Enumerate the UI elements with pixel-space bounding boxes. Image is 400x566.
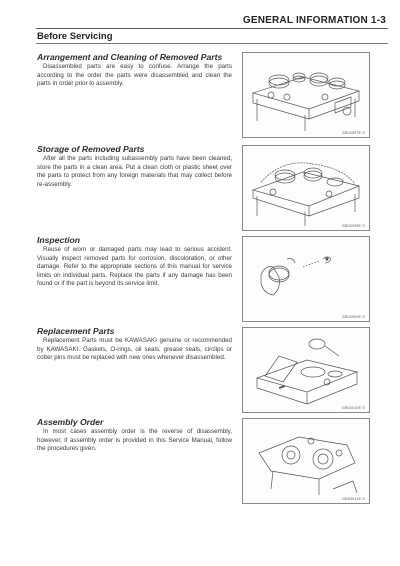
parts-tray-illustration (243, 53, 369, 137)
figure-code: GB03007E S (342, 131, 365, 135)
engine-assembly-illustration (243, 419, 369, 503)
figure-code: GB03009E S (342, 315, 365, 319)
section-replacement-parts (37, 326, 232, 363)
section-heading: Assembly Order (37, 417, 104, 427)
page-header-title: GENERAL INFORMATION 1-3 (242, 15, 386, 26)
figure-inspection (242, 236, 370, 322)
section-inspection (37, 235, 232, 289)
figure-parts-arrangement (242, 52, 370, 138)
figure-parts-storage (242, 145, 370, 231)
section-body: Disassembled parts are easy to confuse. Arrange the parts according to the order the parts were disassembled and clean the parts in order prior to assembly. (37, 63, 232, 88)
chapter-divider (36, 43, 388, 44)
figure-replacement-parts (242, 327, 370, 413)
section-body: Replacement Parts must be KAWASAKI genuine or recommended by KAWASAKI. Gaskets, O-rings, oil seals, grease seals, circlips or cotter pins must be replaced with new ones whenever disassembled. (37, 337, 232, 362)
figure-code: GB03008E S (342, 224, 365, 228)
section-body: Reuse of worn or damaged parts may lead to serious accident. Visually inspect removed parts for corrosion, discoloration, or other damage. Refer to the appropriate sections of this manual for service limits on individual parts. Replace the parts if any damage has been found or if the part is beyond its service limit. (37, 246, 232, 288)
covered-parts-illustration (243, 146, 369, 230)
section-heading: Arrangement and Cleaning of Removed Parts (37, 52, 223, 62)
header-divider (36, 28, 388, 29)
section-storage (37, 144, 232, 189)
section-heading: Inspection (37, 235, 80, 245)
figure-assembly-order (242, 418, 370, 504)
section-assembly-order (37, 417, 232, 454)
section-body: After all the parts including subassembly parts have been cleaned, store the parts in a clean area. Put a clean cloth or plastic sheet over the parts to protect from any foreign materials that may collect before re-assembly. (37, 155, 232, 188)
inspection-illustration (243, 237, 369, 321)
section-arrangement (37, 52, 232, 89)
section-heading: Storage of Removed Parts (37, 144, 145, 154)
gasket-kit-illustration (243, 328, 369, 412)
figure-code: GB03010E S (342, 406, 365, 410)
section-body: In most cases assembly order is the reverse of disassembly, however, if assembly order is provided in this Service Manual, follow the procedures given. (37, 428, 232, 453)
chapter-title: Before Servicing (37, 31, 113, 42)
figure-code: GB03011E S (342, 497, 365, 501)
section-heading: Replacement Parts (37, 326, 115, 336)
